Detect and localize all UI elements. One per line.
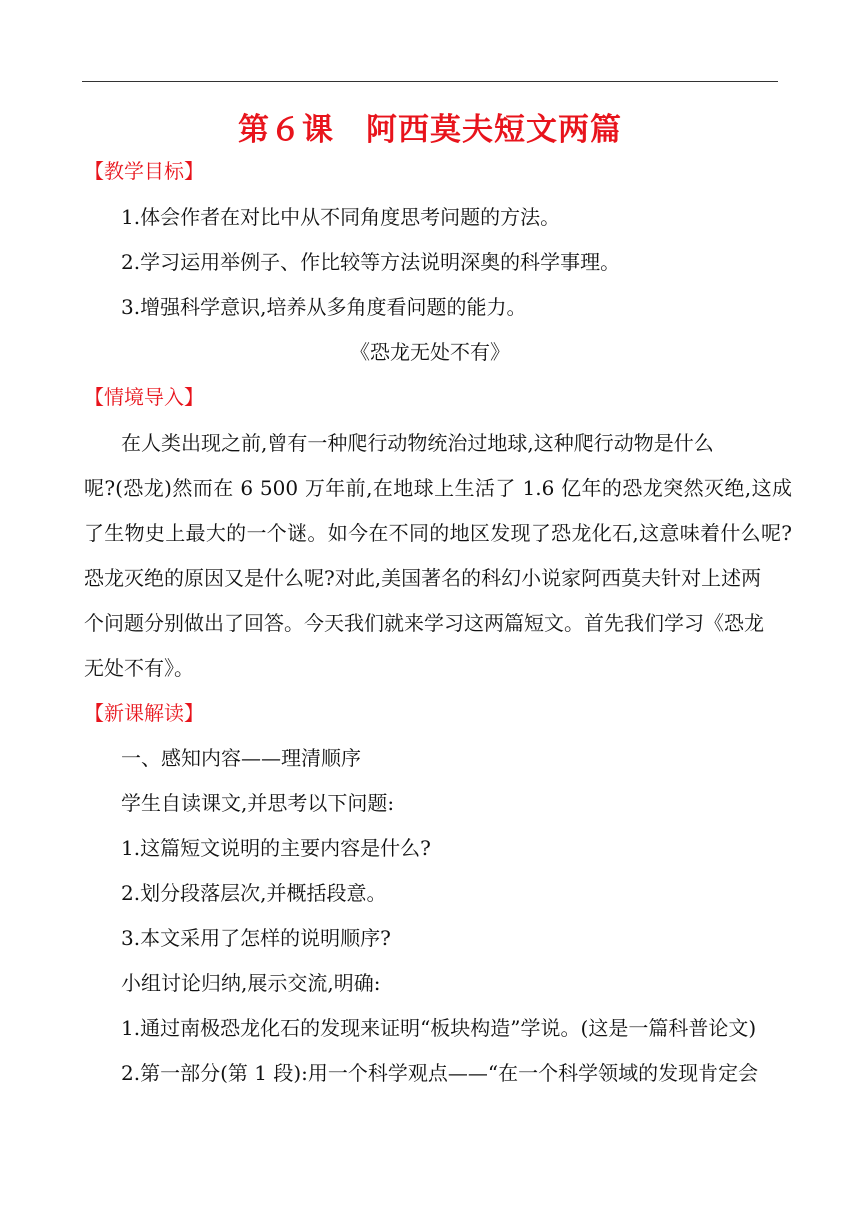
- intro-heading: 【情境导入】: [84, 385, 204, 409]
- lesson-line: 小组讨论归纳,展示交流,明确:: [121, 971, 381, 995]
- page-title: 第６课 阿西莫夫短文两篇: [238, 112, 622, 148]
- lesson-line: 2.第一部分(第 1 段):用一个科学观点——“在一个科学领域的发现肯定会: [121, 1061, 759, 1085]
- top-rule: [82, 81, 778, 82]
- lesson-line: 2.划分段落层次,并概括段意。: [121, 881, 387, 905]
- objective-item: 3.增强科学意识,培养从多角度看问题的能力。: [121, 295, 527, 319]
- intro-line: 恐龙灭绝的原因又是什么呢?对此,美国著名的科幻小说家阿西莫夫针对上述两: [84, 566, 762, 590]
- intro-line: 在人类出现之前,曾有一种爬行动物统治过地球,这种爬行动物是什么: [121, 431, 714, 455]
- lesson-line: 学生自读课文,并思考以下问题:: [121, 791, 395, 815]
- objectives-heading: 【教学目标】: [84, 159, 204, 183]
- lesson-heading: 【新课解读】: [84, 701, 204, 725]
- lesson-line: 一、感知内容——理清顺序: [121, 746, 361, 770]
- article-subtitle: 《恐龙无处不有》: [350, 340, 510, 364]
- objective-item: 1.体会作者在对比中从不同角度思考问题的方法。: [121, 205, 561, 229]
- objective-item: 2.学习运用举例子、作比较等方法说明深奥的科学事理。: [121, 250, 621, 274]
- lesson-line: 1.这篇短文说明的主要内容是什么?: [121, 836, 431, 860]
- intro-line: 了生物史上最大的一个谜。如今在不同的地区发现了恐龙化石,这意味着什么呢?: [84, 521, 792, 545]
- intro-line: 个问题分别做出了回答。今天我们就来学习这两篇短文。首先我们学习《恐龙: [84, 611, 764, 635]
- lesson-line: 1.通过南极恐龙化石的发现来证明“板块构造”学说。(这是一篇科普论文): [121, 1016, 757, 1040]
- intro-line: 呢?(恐龙)然而在 6 500 万年前,在地球上生活了 1.6 亿年的恐龙突然灭绝,这成: [84, 476, 792, 500]
- intro-line: 无处不有》。: [84, 656, 194, 680]
- lesson-line: 3.本文采用了怎样的说明顺序?: [121, 926, 391, 950]
